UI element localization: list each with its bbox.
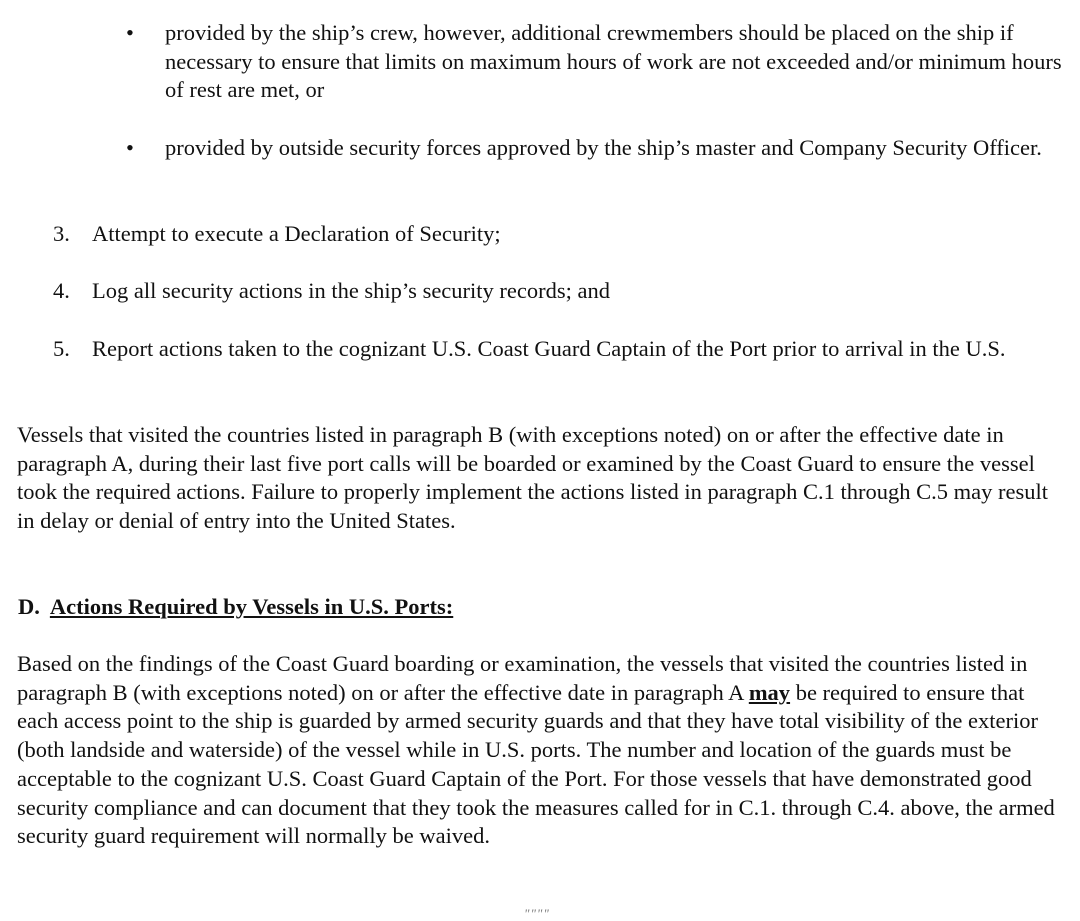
bullet-text: provided by the ship’s crew, however, additional crewmembers should be placed on the ship if necessary to ensure that limits on maximum hours of work are not exceeded and/or minimum hours of rest are met, or <box>165 20 1062 103</box>
item-text: Attempt to execute a Declaration of Security; <box>92 221 501 246</box>
numbered-item <box>53 220 1057 249</box>
bullet-marker: • <box>126 20 134 45</box>
bullet-item <box>126 134 1065 163</box>
section-label: D. <box>18 594 40 619</box>
numbered-item <box>53 277 1057 306</box>
item-number: 4. <box>53 278 70 303</box>
paragraph-text-start: Based on the findings of the Coast Guard boarding or examination, the vessels that visited the countries listed in paragraph B (with exceptions noted) on or after the effective date in paragraph A <box>17 651 1028 705</box>
item-text: Log all security actions in the ship’s security records; and <box>92 278 610 303</box>
emphasis-word: may <box>748 679 791 705</box>
numbered-item <box>53 335 1057 364</box>
paragraph-enforcement: Vessels that visited the countries listed in paragraph B (with exceptions noted) on or after the effective date in paragraph A, during their last five port calls will be boarded or examined by the Coast Guard to ensure the vessel took the required actions. Failure to properly implement the actions listed in paragraph C.1 through C.5 may result in delay or denial of entry into the United States. <box>17 422 1049 534</box>
bullet-text: provided by outside security forces approved by the ship’s master and Company Security Officer. <box>165 135 1042 160</box>
page-footer-mark: """" <box>524 906 550 921</box>
item-text: Report actions taken to the cognizant U.S. Coast Guard Captain of the Port prior to arrival in the U.S. <box>92 336 1006 361</box>
section-heading <box>18 593 453 622</box>
bullet-marker: • <box>126 135 134 160</box>
item-number: 3. <box>53 221 70 246</box>
bullet-item <box>126 19 1065 105</box>
paragraph-section-d <box>17 650 1067 851</box>
item-number: 5. <box>53 336 70 361</box>
paragraph-text-end: be required to ensure that each access point to the ship is guarded by armed security guards and that they have total visibility of the exterior (both landside and waterside) of the vessel while in U.S. ports. The number and location of the guards must be acceptable to the cognizant U.S. Coast Guard Captain of the Port. For those vessels that have demonstrated good security compliance and can document that they took the measures called for in C.1. through C.4. above, the armed security guard requirement will normally be waived. <box>17 679 1055 849</box>
section-title: Actions Required by Vessels in U.S. Ports: <box>49 594 454 619</box>
